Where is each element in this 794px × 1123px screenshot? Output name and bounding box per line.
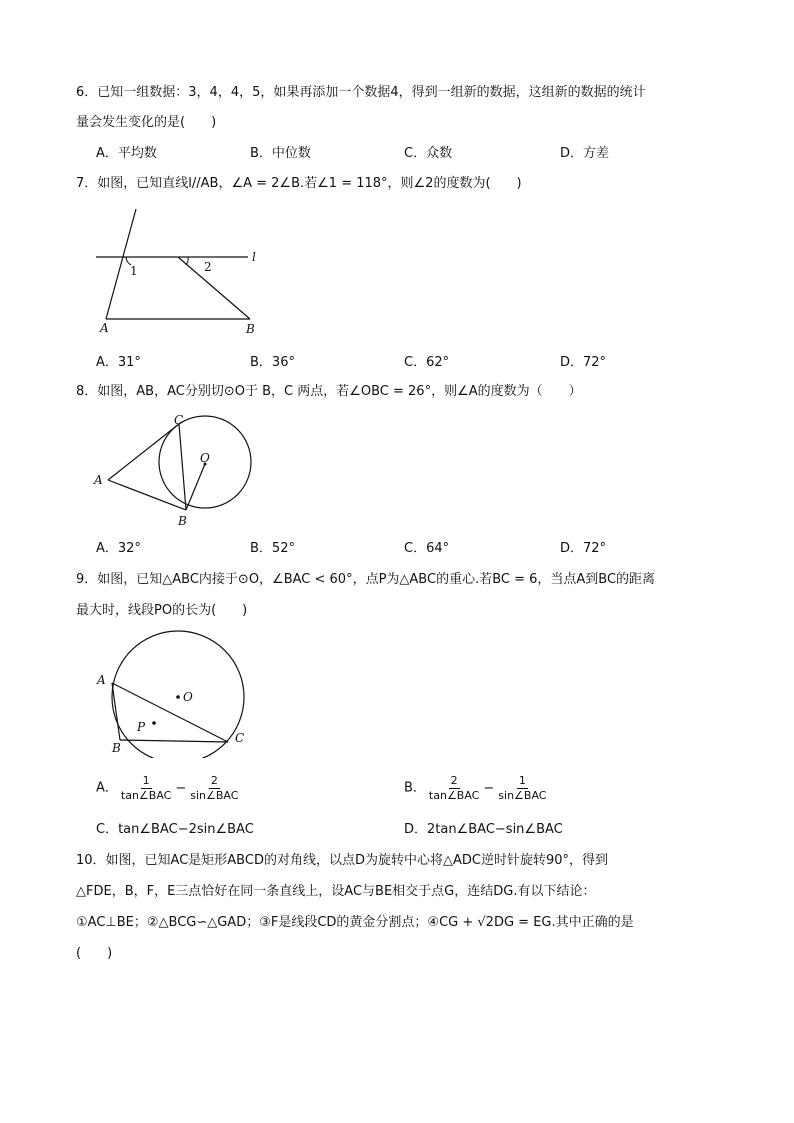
q9-option-a-frac2: [188, 774, 240, 803]
q9-label-o: O: [183, 690, 193, 704]
q9-label-b: B: [112, 741, 121, 755]
q8-option-a: A．32°: [96, 541, 141, 556]
q9-option-d: D．2tan∠BAC−sin∠BAC: [404, 822, 563, 837]
q9-label-c: C: [235, 731, 245, 745]
q7-angle2-arc: [186, 257, 188, 265]
q8-tangent-ac: [108, 424, 179, 480]
q6-option-d: D．方差: [560, 146, 610, 161]
q7-option-a: A．31°: [96, 355, 141, 370]
q8-label-a: A: [94, 473, 103, 487]
q9-option-b-frac2: [496, 774, 548, 803]
q9-option-a-den2: sin∠BAC: [190, 789, 239, 802]
q7-stem-line1: 7．如图，已知直线l//AB，∠A = 2∠B.若∠1 = 118°，则∠2的度数为( ): [76, 176, 522, 191]
q8-tangent-ab: [108, 480, 186, 510]
q9-side-ac: [112, 683, 228, 742]
q7-label-1: 1: [130, 264, 138, 278]
q9-stem-line2: 最大时，线段PO的长为( ): [76, 603, 248, 618]
q9-figure: [92, 628, 262, 758]
q7-label-l: l: [252, 250, 256, 264]
q6-option-c: C．众数: [404, 146, 453, 161]
q9-option-a-label: A．: [96, 780, 118, 796]
q9-label-p: P: [137, 720, 146, 734]
q8-chord-bc: [179, 424, 186, 510]
q9-option-b-num2: 1: [518, 774, 526, 787]
q9-option-a-den1: tan∠BAC: [120, 789, 172, 802]
q9-option-a-num2: 2: [210, 774, 218, 787]
q8-stem-line1: 8．如图，AB，AC分别切⊙O于 B，C 两点，若∠OBC = 26°，则∠A的度数为（ ）: [76, 384, 582, 399]
q10-stem-line4: ( ): [76, 946, 113, 961]
q9-option-b-den1: tan∠BAC: [428, 789, 480, 802]
q9-option-a-frac1: [119, 774, 173, 803]
q6-option-b: B．中位数: [250, 146, 311, 161]
q8-label-o: O: [200, 451, 210, 465]
q9-option-b-minus: −: [483, 780, 495, 796]
q9-option-b-num1: 2: [450, 774, 458, 787]
q8-radius-ob: [186, 464, 205, 510]
q9-option-a-minus: −: [175, 780, 187, 796]
q7-option-b: B．36°: [250, 355, 295, 370]
q8-option-d: D．72°: [560, 541, 607, 556]
q7-segment-b: [178, 257, 250, 319]
q9-option-b: [404, 774, 549, 803]
q9-label-a: A: [97, 673, 106, 687]
q7-option-c: C．62°: [404, 355, 450, 370]
q6-option-a: A．平均数: [96, 146, 157, 161]
q8-option-c: C．64°: [404, 541, 450, 556]
q8-figure: [90, 410, 265, 532]
q9-option-c: C．tan∠BAC−2sin∠BAC: [96, 822, 254, 837]
q9-stem-line1: 9．如图，已知△ABC内接于⊙O，∠BAC < 60°，点P为△ABC的重心.若BC = 6，当点A到BC的距离: [76, 572, 656, 587]
q9-centroid-dot: [152, 721, 156, 725]
q9-option-a: [96, 774, 241, 803]
q8-label-c: C: [174, 413, 184, 427]
q7-label-2: 2: [204, 260, 212, 274]
q9-option-b-frac1: [427, 774, 481, 803]
q9-option-a-num1: 1: [142, 774, 150, 787]
q9-circle-o: [112, 631, 244, 758]
q6-stem-line2: 量会发生变化的是( ): [76, 115, 217, 130]
q7-label-b: B: [246, 322, 255, 336]
q6-stem-line1: 6．已知一组数据：3，4，4，5，如果再添加一个数据4，得到一组新的数据，这组新的数据的统计: [76, 85, 646, 100]
q8-option-b: B．52°: [250, 541, 295, 556]
q7-label-a: A: [100, 321, 109, 335]
q10-stem-line1: 10．如图，已知AC是矩形ABCD的对角线，以点D为旋转中心将△ADC逆时针旋转90°，得到: [76, 853, 608, 868]
q9-side-bc: [120, 740, 228, 742]
q9-center-dot: [176, 695, 180, 699]
q9-option-b-den2: sin∠BAC: [498, 789, 547, 802]
q7-figure: [90, 205, 270, 340]
q9-option-b-label: B．: [404, 780, 426, 796]
q7-option-d: D．72°: [560, 355, 607, 370]
q8-label-b: B: [178, 514, 187, 528]
q10-stem-line2: △FDE，B，F，E三点恰好在同一条直线上，设AC与BE相交于点G，连结DG.有以下结论：: [76, 884, 596, 899]
q10-stem-line3: ①AC⊥BE；②△BCG∽△GAD；③F是线段CD的黄金分割点；④CG + √2DG = EG.其中正确的是: [76, 915, 634, 930]
